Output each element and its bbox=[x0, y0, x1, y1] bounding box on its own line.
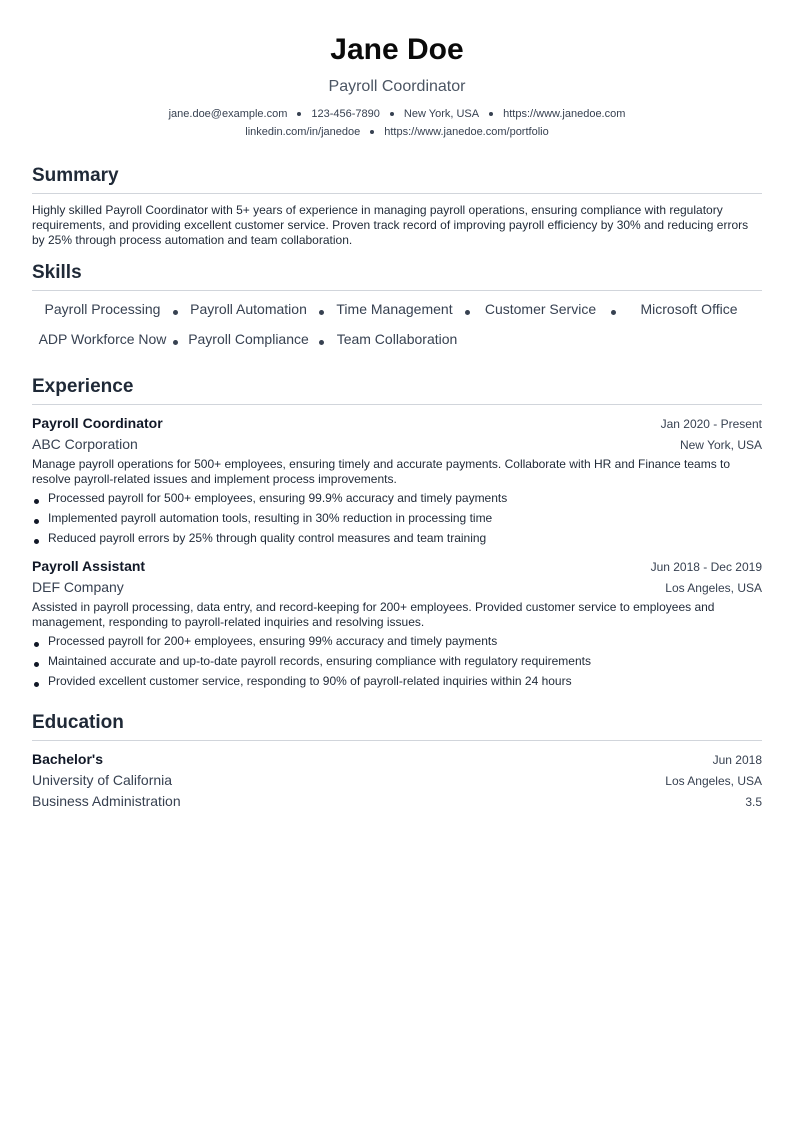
contact-row-2 bbox=[32, 123, 762, 141]
institution-location: Los Angeles, USA bbox=[665, 774, 762, 788]
separator-dot bbox=[390, 112, 394, 116]
website-link[interactable]: https://www.janedoe.com bbox=[503, 108, 626, 120]
resume-header bbox=[32, 31, 762, 141]
contact-info bbox=[32, 105, 762, 141]
job-role: Payroll Assistant bbox=[32, 558, 146, 574]
phone-text: 123-456-7890 bbox=[311, 108, 380, 120]
skill-item bbox=[178, 320, 324, 358]
job-highlights bbox=[32, 632, 762, 692]
job-highlights bbox=[32, 489, 762, 549]
skill-item bbox=[324, 299, 470, 320]
highlight-item: Maintained accurate and up-to-date payroll records, ensuring compliance with regulatory requirements bbox=[32, 652, 762, 672]
skill-label: Payroll Compliance bbox=[188, 330, 309, 347]
job-company: DEF Company bbox=[32, 579, 124, 595]
skill-label: Payroll Automation bbox=[190, 301, 307, 317]
job-location: New York, USA bbox=[679, 438, 762, 452]
education-entry bbox=[32, 750, 762, 810]
skill-item bbox=[616, 299, 762, 320]
separator-dot bbox=[297, 112, 301, 116]
job-role: Payroll Coordinator bbox=[32, 415, 163, 431]
separator-dot bbox=[370, 130, 374, 134]
candidate-title: Payroll Coordinator bbox=[328, 78, 466, 95]
skill-label: Time Management bbox=[336, 301, 453, 317]
skill-item bbox=[32, 320, 178, 358]
section-divider bbox=[32, 290, 762, 291]
skill-label: Team Collaboration bbox=[336, 330, 458, 347]
skill-label: ADP Workforce Now bbox=[38, 330, 167, 347]
summary-text: Highly skilled Payroll Coordinator with 5+ years of experience in managing payroll operations, ensuring compliance with regulatory requirements, and providing excellent customer service. Proven track record of improving payroll efficiency by 30% and reducing errors by 25% through process automation and team collaboration. bbox=[32, 203, 749, 247]
skill-item bbox=[324, 320, 470, 358]
job-company: ABC Corporation bbox=[32, 436, 138, 452]
email-link[interactable]: jane.doe@example.com bbox=[168, 108, 288, 120]
section-heading-education: Education bbox=[32, 712, 124, 733]
skill-item bbox=[470, 299, 616, 320]
skills-section bbox=[32, 261, 762, 358]
institution: University of California bbox=[32, 772, 173, 788]
section-divider bbox=[32, 193, 762, 194]
highlight-item: Processed payroll for 500+ employees, ensuring 99.9% accuracy and timely payments bbox=[32, 489, 762, 509]
education-section bbox=[32, 711, 762, 810]
job-description: Assisted in payroll processing, data entry, and record-keeping for 200+ employees. Provided customer service to employees and management, responding to payroll-related inquiries and resolving issues. bbox=[32, 600, 715, 629]
field-of-study: Business Administration bbox=[32, 793, 181, 809]
contact-row-1 bbox=[32, 105, 762, 123]
section-divider bbox=[32, 404, 762, 405]
location-text: New York, USA bbox=[403, 108, 480, 120]
section-heading-summary: Summary bbox=[32, 165, 119, 186]
linkedin-link[interactable]: linkedin.com/in/janedoe bbox=[245, 126, 361, 138]
skill-label: Customer Service bbox=[484, 301, 597, 317]
degree: Bachelor's bbox=[32, 751, 104, 767]
gpa: 3.5 bbox=[745, 795, 762, 809]
candidate-name: Jane Doe bbox=[330, 33, 464, 66]
graduation-date: Jun 2018 bbox=[712, 753, 762, 767]
highlight-item: Provided excellent customer service, responding to 90% of payroll-related inquiries within 24 hours bbox=[32, 672, 762, 692]
portfolio-link[interactable]: https://www.janedoe.com/portfolio bbox=[384, 126, 549, 138]
section-heading-experience: Experience bbox=[32, 376, 134, 397]
job-description: Manage payroll operations for 500+ employees, ensuring timely and accurate payments. Collaborate with HR and Finance teams to resolve payroll-related issues and implement process improvements. bbox=[32, 457, 731, 486]
job-location: Los Angeles, USA bbox=[665, 581, 762, 595]
highlight-item: Reduced payroll errors by 25% through quality control measures and team training bbox=[32, 529, 762, 549]
skill-item bbox=[32, 299, 178, 320]
skills-list bbox=[32, 299, 762, 358]
summary-section bbox=[32, 164, 762, 248]
skill-item bbox=[178, 299, 324, 320]
job-entry bbox=[32, 414, 762, 549]
experience-section bbox=[32, 375, 762, 692]
highlight-item: Processed payroll for 200+ employees, ensuring 99% accuracy and timely payments bbox=[32, 632, 762, 652]
job-dates: Jan 2020 - Present bbox=[660, 417, 762, 431]
skill-label: Payroll Processing bbox=[44, 301, 161, 317]
highlight-item: Implemented payroll automation tools, resulting in 30% reduction in processing time bbox=[32, 509, 762, 529]
skill-label: Microsoft Office bbox=[640, 301, 738, 317]
separator-dot bbox=[489, 112, 493, 116]
job-dates: Jun 2018 - Dec 2019 bbox=[650, 560, 762, 574]
job-entry bbox=[32, 557, 762, 692]
section-heading-skills: Skills bbox=[32, 262, 82, 283]
section-divider bbox=[32, 740, 762, 741]
